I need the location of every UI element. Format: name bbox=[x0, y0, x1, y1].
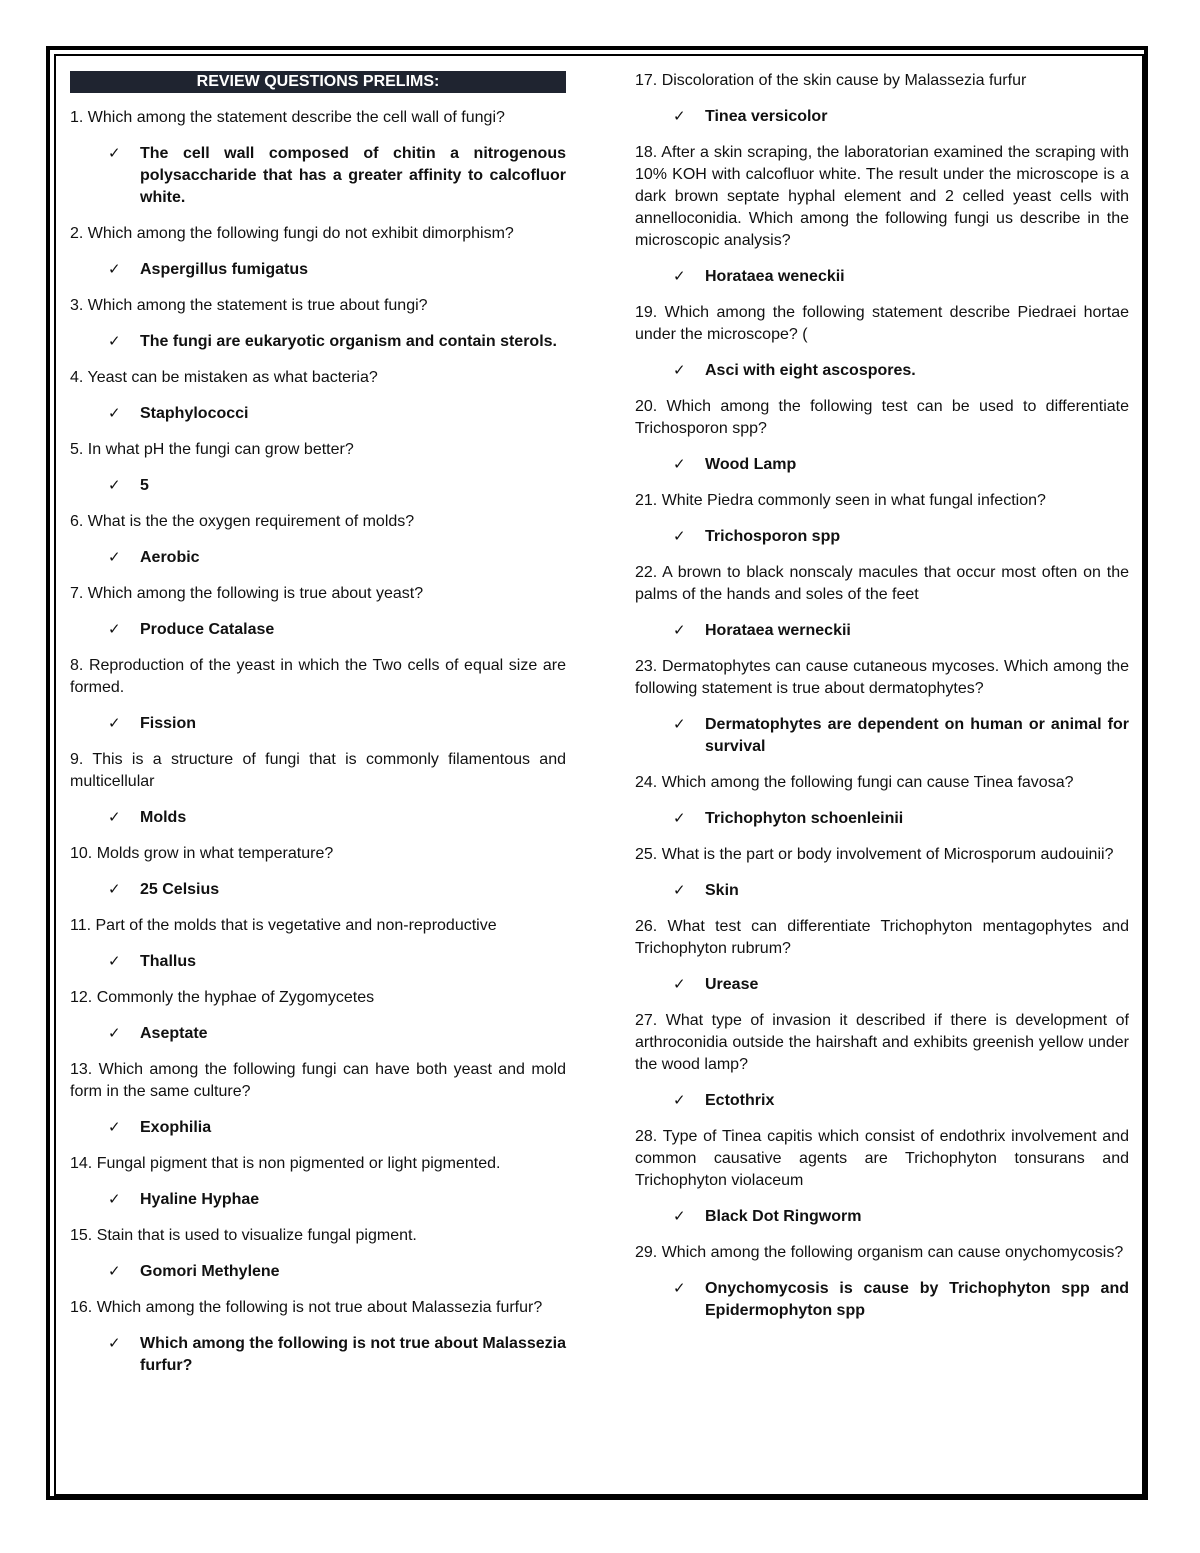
question-text: 11. Part of the molds that is vegetative and non-reproductive bbox=[70, 917, 497, 934]
answer-item bbox=[635, 106, 1129, 128]
answer-text: Molds bbox=[140, 809, 187, 826]
checkmark-icon: ✓ bbox=[673, 456, 686, 473]
question-text: 2. Which among the following fungi do not exhibit dimorphism? bbox=[70, 225, 514, 242]
question-text: 15. Stain that is used to visualize fungal pigment. bbox=[70, 1227, 417, 1244]
answer-text: Horataea werneckii bbox=[705, 622, 851, 639]
checkmark-icon: ✓ bbox=[108, 1191, 121, 1208]
answer-text: Black Dot Ringworm bbox=[705, 1208, 862, 1225]
question-text: 17. Discoloration of the skin cause by Malassezia furfur bbox=[635, 72, 1027, 89]
answer-text: Exophilia bbox=[140, 1119, 212, 1136]
answer-item bbox=[70, 951, 566, 973]
question-text: 8. Reproduction of the yeast in which the Two cells of equal size are formed. bbox=[70, 657, 566, 696]
answer-text: The cell wall composed of chitin a nitrogenous polysaccharide that has a greater affinity to calcofluor white. bbox=[140, 145, 566, 206]
question-text: 18. After a skin scraping, the laboratorian examined the scraping with 10% KOH with calcofluor white. The result under the microscope is a dark brown septate hyphal element and 2 celled yeast cells with annelloconidia. Which among the following fungi us describe in the microscopic analysis? bbox=[635, 144, 1129, 249]
checkmark-icon: ✓ bbox=[673, 108, 686, 125]
answer-item bbox=[70, 259, 566, 281]
answer-item bbox=[635, 360, 1129, 382]
checkmark-icon: ✓ bbox=[108, 145, 121, 162]
answer-text: Fission bbox=[140, 715, 197, 732]
answer-item bbox=[635, 1278, 1129, 1322]
answer-text: Dermatophytes are dependent on human or animal for survival bbox=[705, 716, 1129, 755]
answer-item bbox=[635, 1090, 1129, 1112]
answer-item bbox=[635, 880, 1129, 902]
answer-text: Onychomycosis is cause by Trichophyton spp and Epidermophyton spp bbox=[705, 1280, 1129, 1319]
answer-item bbox=[635, 266, 1129, 288]
answer-item bbox=[70, 1117, 566, 1139]
page-title: REVIEW QUESTIONS PRELIMS: bbox=[70, 71, 566, 93]
answer-item bbox=[70, 879, 566, 901]
question-text: 23. Dermatophytes can cause cutaneous mycoses. Which among the following statement is true about dermatophytes? bbox=[635, 658, 1129, 697]
answer-text: Aerobic bbox=[140, 549, 200, 566]
checkmark-icon: ✓ bbox=[108, 1335, 121, 1352]
answer-item bbox=[635, 714, 1129, 758]
question-text: 20. Which among the following test can be used to differentiate Trichosporon spp? bbox=[635, 398, 1129, 437]
question-text: 25. What is the part or body involvement of Microsporum audouinii? bbox=[635, 846, 1114, 863]
answer-text: Skin bbox=[705, 882, 739, 899]
answer-text: 5 bbox=[140, 477, 149, 494]
checkmark-icon: ✓ bbox=[673, 716, 686, 733]
question-text: 7. Which among the following is true about yeast? bbox=[70, 585, 424, 602]
checkmark-icon: ✓ bbox=[673, 528, 686, 545]
question-text: 1. Which among the statement describe the cell wall of fungi? bbox=[70, 109, 505, 126]
answer-item bbox=[70, 1261, 566, 1283]
question-text: 19. Which among the following statement describe Piedraei hortae under the microscope? ( bbox=[635, 304, 1129, 343]
answer-text: Thallus bbox=[140, 953, 197, 970]
answer-text: Trichophyton schoenleinii bbox=[705, 810, 904, 827]
question-text: 16. Which among the following is not true about Malassezia furfur? bbox=[70, 1299, 543, 1316]
checkmark-icon: ✓ bbox=[673, 976, 686, 993]
answer-item bbox=[70, 331, 566, 353]
question-text: 5. In what pH the fungi can grow better? bbox=[70, 441, 354, 458]
checkmark-icon: ✓ bbox=[108, 333, 121, 350]
answer-text: Tinea versicolor bbox=[705, 108, 828, 125]
answer-item bbox=[70, 475, 566, 497]
checkmark-icon: ✓ bbox=[108, 477, 121, 494]
checkmark-icon: ✓ bbox=[673, 1208, 686, 1225]
question-text: 24. Which among the following fungi can cause Tinea favosa? bbox=[635, 774, 1074, 791]
answer-item bbox=[70, 1023, 566, 1045]
question-text: 10. Molds grow in what temperature? bbox=[70, 845, 334, 862]
answer-item bbox=[70, 807, 566, 829]
checkmark-icon: ✓ bbox=[673, 810, 686, 827]
answer-item bbox=[70, 547, 566, 569]
answer-item bbox=[635, 620, 1129, 642]
question-text: 4. Yeast can be mistaken as what bacteria? bbox=[70, 369, 378, 386]
checkmark-icon: ✓ bbox=[673, 268, 686, 285]
answer-text: Staphylococci bbox=[140, 405, 249, 422]
answer-item bbox=[635, 454, 1129, 476]
answer-item bbox=[70, 619, 566, 641]
answer-text: Trichosporon spp bbox=[705, 528, 841, 545]
checkmark-icon: ✓ bbox=[673, 362, 686, 379]
right-column bbox=[635, 70, 1129, 1336]
answer-item bbox=[635, 974, 1129, 996]
question-text: 22. A brown to black nonscaly macules that occur most often on the palms of the hands and soles of the feet bbox=[635, 564, 1129, 603]
checkmark-icon: ✓ bbox=[673, 1092, 686, 1109]
checkmark-icon: ✓ bbox=[108, 405, 121, 422]
checkmark-icon: ✓ bbox=[108, 809, 121, 826]
checkmark-icon: ✓ bbox=[108, 549, 121, 566]
question-text: 3. Which among the statement is true about fungi? bbox=[70, 297, 428, 314]
checkmark-icon: ✓ bbox=[108, 953, 121, 970]
question-text: 6. What is the the oxygen requirement of molds? bbox=[70, 513, 415, 530]
answer-text: Hyaline Hyphae bbox=[140, 1191, 260, 1208]
question-text: 9. This is a structure of fungi that is commonly filamentous and multicellular bbox=[70, 751, 566, 790]
question-text: 29. Which among the following organism can cause onychomycosis? bbox=[635, 1244, 1124, 1261]
left-column bbox=[70, 70, 566, 1391]
answer-item bbox=[70, 1189, 566, 1211]
question-text: 27. What type of invasion it described if there is development of arthroconidia outside the hairshaft and exhibits greenish yellow under the wood lamp? bbox=[635, 1012, 1129, 1073]
answer-text: 25 Celsius bbox=[140, 881, 220, 898]
checkmark-icon: ✓ bbox=[673, 622, 686, 639]
answer-item bbox=[70, 1333, 566, 1377]
question-text: 12. Commonly the hyphae of Zygomycetes bbox=[70, 989, 375, 1006]
question-text: 13. Which among the following fungi can have both yeast and mold form in the same culture? bbox=[70, 1061, 566, 1100]
answer-text: Asci with eight ascospores. bbox=[705, 362, 916, 379]
question-list-right bbox=[635, 70, 1129, 1322]
checkmark-icon: ✓ bbox=[108, 1263, 121, 1280]
answer-text: The fungi are eukaryotic organism and contain sterols. bbox=[140, 333, 557, 350]
answer-text: Produce Catalase bbox=[140, 621, 275, 638]
checkmark-icon: ✓ bbox=[108, 715, 121, 732]
checkmark-icon: ✓ bbox=[673, 882, 686, 899]
checkmark-icon: ✓ bbox=[108, 261, 121, 278]
answer-text: Ectothrix bbox=[705, 1092, 775, 1109]
checkmark-icon: ✓ bbox=[673, 1280, 686, 1297]
answer-text: Which among the following is not true about Malassezia furfur? bbox=[140, 1335, 566, 1374]
answer-text: Aspergillus fumigatus bbox=[140, 261, 309, 278]
answer-text: Wood Lamp bbox=[705, 456, 797, 473]
answer-item bbox=[635, 1206, 1129, 1228]
question-text: 14. Fungal pigment that is non pigmented or light pigmented. bbox=[70, 1155, 501, 1172]
question-text: 21. White Piedra commonly seen in what fungal infection? bbox=[635, 492, 1046, 509]
checkmark-icon: ✓ bbox=[108, 621, 121, 638]
question-text: 26. What test can differentiate Trichophyton mentagophytes and Trichophyton rubrum? bbox=[635, 918, 1129, 957]
question-list-left bbox=[70, 107, 566, 1377]
answer-text: Aseptate bbox=[140, 1025, 208, 1042]
answer-item bbox=[70, 143, 566, 209]
answer-text: Gomori Methylene bbox=[140, 1263, 280, 1280]
answer-item bbox=[635, 526, 1129, 548]
answer-item bbox=[70, 403, 566, 425]
answer-text: Urease bbox=[705, 976, 759, 993]
checkmark-icon: ✓ bbox=[108, 1025, 121, 1042]
question-text: 28. Type of Tinea capitis which consist of endothrix involvement and common causative agents are Trichophyton tonsurans and Trichophyton violaceum bbox=[635, 1128, 1129, 1189]
checkmark-icon: ✓ bbox=[108, 1119, 121, 1136]
answer-item bbox=[70, 713, 566, 735]
checkmark-icon: ✓ bbox=[108, 881, 121, 898]
answer-item bbox=[635, 808, 1129, 830]
answer-text: Horataea weneckii bbox=[705, 268, 845, 285]
